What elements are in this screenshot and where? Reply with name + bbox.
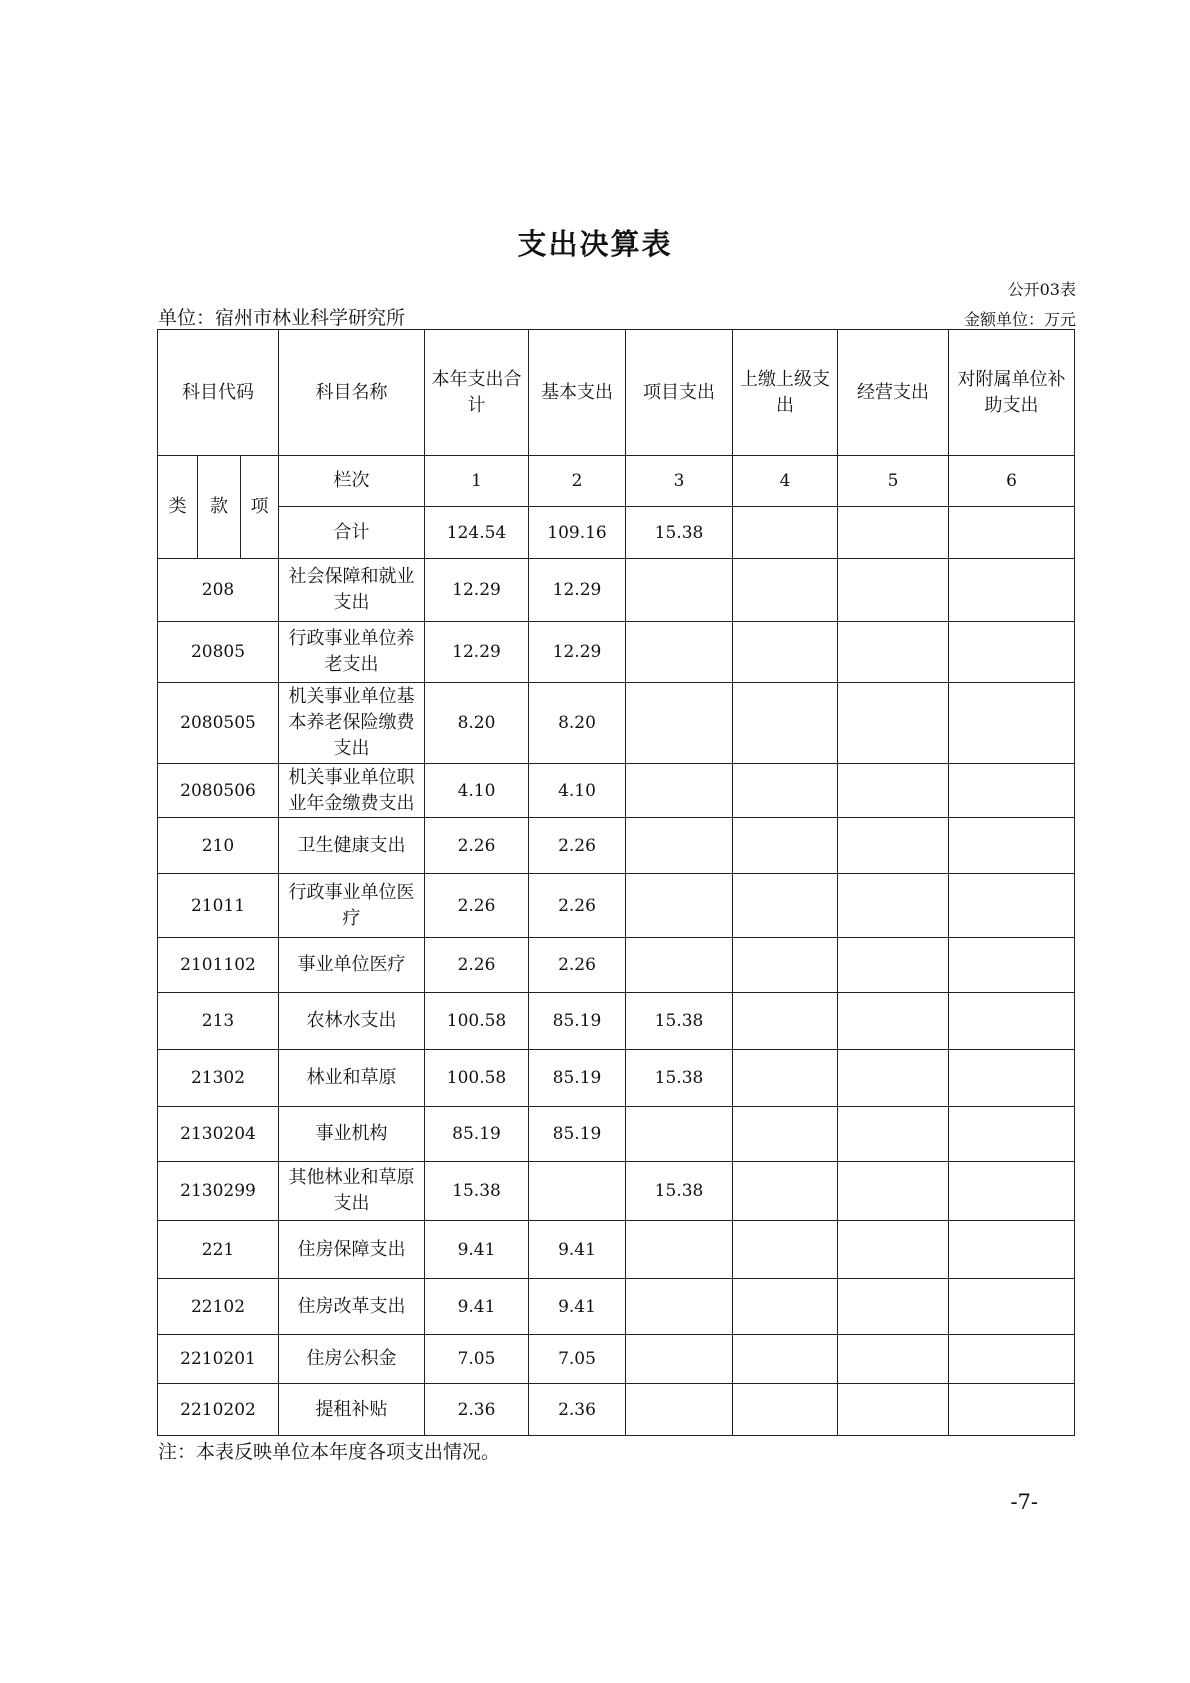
- summary-total: 124.54: [425, 507, 529, 559]
- row-business: [838, 818, 949, 874]
- row-upper: [733, 1221, 838, 1279]
- row-code: 2130204: [158, 1107, 279, 1162]
- column-index-1: 1: [425, 456, 529, 507]
- row-subsidy: [949, 1384, 1075, 1436]
- row-upper: [733, 559, 838, 622]
- page-title: 支出决算表: [517, 227, 673, 261]
- row-name: 行政事业单位医疗: [279, 874, 425, 938]
- table-row: [158, 1335, 1075, 1384]
- row-total: 12.29: [425, 622, 529, 683]
- unit-label: 单位：宿州市林业科学研究所: [158, 307, 406, 329]
- row-project: 15.38: [626, 1050, 733, 1107]
- row-upper: [733, 1335, 838, 1384]
- row-project: [626, 764, 733, 818]
- row-name: 提租补贴: [279, 1384, 425, 1436]
- table-row: [158, 993, 1075, 1050]
- row-basic: 2.26: [529, 938, 626, 993]
- row-project: [626, 874, 733, 938]
- row-basic: 85.19: [529, 993, 626, 1050]
- header-project: 项目支出: [626, 330, 733, 456]
- row-total: 9.41: [425, 1279, 529, 1335]
- row-project: [626, 938, 733, 993]
- row-total: 9.41: [425, 1221, 529, 1279]
- table-row: [158, 683, 1075, 764]
- row-subsidy: [949, 938, 1075, 993]
- row-business: [838, 1384, 949, 1436]
- header-lei: 类: [158, 456, 198, 559]
- row-code: 21302: [158, 1050, 279, 1107]
- row-business: [838, 874, 949, 938]
- row-subsidy: [949, 1221, 1075, 1279]
- header-row: [158, 330, 1075, 456]
- header-total: 本年支出合计: [425, 330, 529, 456]
- header-xiang: 项: [241, 456, 279, 559]
- header-code: 科目代码: [158, 330, 279, 456]
- row-project: [626, 1335, 733, 1384]
- header-kuan: 款: [198, 456, 241, 559]
- header-upper: 上缴上级支出: [733, 330, 838, 456]
- summary-business: [838, 507, 949, 559]
- row-name: 林业和草原: [279, 1050, 425, 1107]
- row-upper: [733, 1384, 838, 1436]
- table-row: [158, 559, 1075, 622]
- summary-subsidy: [949, 507, 1075, 559]
- row-name: 行政事业单位养老支出: [279, 622, 425, 683]
- row-total: 15.38: [425, 1162, 529, 1221]
- row-name: 农林水支出: [279, 993, 425, 1050]
- row-code: 20805: [158, 622, 279, 683]
- row-project: [626, 559, 733, 622]
- row-upper: [733, 938, 838, 993]
- row-upper: [733, 874, 838, 938]
- header-name: 科目名称: [279, 330, 425, 456]
- row-code: 213: [158, 993, 279, 1050]
- row-business: [838, 1221, 949, 1279]
- row-name: 住房公积金: [279, 1335, 425, 1384]
- row-business: [838, 1335, 949, 1384]
- row-business: [838, 993, 949, 1050]
- column-index-6: 6: [949, 456, 1075, 507]
- table-row: [158, 818, 1075, 874]
- row-upper: [733, 1162, 838, 1221]
- row-subsidy: [949, 1050, 1075, 1107]
- row-subsidy: [949, 1162, 1075, 1221]
- page-number: -7-: [1010, 1490, 1038, 1514]
- money-unit-label: 金额单位：万元: [963, 310, 1076, 329]
- column-index-3: 3: [626, 456, 733, 507]
- table-row: [158, 622, 1075, 683]
- table-row: [158, 874, 1075, 938]
- row-project: [626, 622, 733, 683]
- row-basic: 85.19: [529, 1107, 626, 1162]
- row-basic: 9.41: [529, 1221, 626, 1279]
- row-business: [838, 1050, 949, 1107]
- row-business: [838, 1279, 949, 1335]
- row-name: 事业单位医疗: [279, 938, 425, 993]
- row-project: [626, 1384, 733, 1436]
- row-name: 机关事业单位职业年金缴费支出: [279, 764, 425, 818]
- row-subsidy: [949, 1279, 1075, 1335]
- row-code: 2080506: [158, 764, 279, 818]
- row-name: 事业机构: [279, 1107, 425, 1162]
- row-code: 2101102: [158, 938, 279, 993]
- table-row: [158, 1050, 1075, 1107]
- row-basic: 2.26: [529, 818, 626, 874]
- row-total: 2.36: [425, 1384, 529, 1436]
- row-total: 100.58: [425, 993, 529, 1050]
- table-row: [158, 1162, 1075, 1221]
- row-total: 2.26: [425, 818, 529, 874]
- row-project: 15.38: [626, 993, 733, 1050]
- row-project: 15.38: [626, 1162, 733, 1221]
- row-code: 2130299: [158, 1162, 279, 1221]
- row-total: 7.05: [425, 1335, 529, 1384]
- row-total: 12.29: [425, 559, 529, 622]
- table-row: [158, 938, 1075, 993]
- row-subsidy: [949, 1107, 1075, 1162]
- column-index-2: 2: [529, 456, 626, 507]
- table-row: [158, 1279, 1075, 1335]
- row-business: [838, 1162, 949, 1221]
- summary-label: 合计: [279, 507, 425, 559]
- column-index-4: 4: [733, 456, 838, 507]
- row-code: 22102: [158, 1279, 279, 1335]
- table-row: [158, 1221, 1075, 1279]
- row-upper: [733, 764, 838, 818]
- row-basic: 8.20: [529, 683, 626, 764]
- row-basic: 12.29: [529, 622, 626, 683]
- row-project: [626, 818, 733, 874]
- row-upper: [733, 1107, 838, 1162]
- row-upper: [733, 993, 838, 1050]
- column-index-5: 5: [838, 456, 949, 507]
- row-project: [626, 1279, 733, 1335]
- row-basic: 4.10: [529, 764, 626, 818]
- header-basic: 基本支出: [529, 330, 626, 456]
- expenditure-table: [157, 329, 1075, 1436]
- row-total: 4.10: [425, 764, 529, 818]
- header-business: 经营支出: [838, 330, 949, 456]
- row-project: [626, 1221, 733, 1279]
- row-business: [838, 683, 949, 764]
- row-upper: [733, 622, 838, 683]
- row-name: 住房改革支出: [279, 1279, 425, 1335]
- row-total: 8.20: [425, 683, 529, 764]
- table-row: [158, 1107, 1075, 1162]
- row-name: 其他林业和草原支出: [279, 1162, 425, 1221]
- row-basic: 85.19: [529, 1050, 626, 1107]
- column-index-row: [158, 456, 1075, 507]
- row-basic: 7.05: [529, 1335, 626, 1384]
- row-code: 21011: [158, 874, 279, 938]
- row-basic: 2.26: [529, 874, 626, 938]
- summary-project: 15.38: [626, 507, 733, 559]
- form-number: 公开03表: [1007, 280, 1076, 299]
- row-upper: [733, 818, 838, 874]
- row-business: [838, 559, 949, 622]
- summary-upper: [733, 507, 838, 559]
- row-upper: [733, 1279, 838, 1335]
- row-subsidy: [949, 622, 1075, 683]
- row-code: 2210202: [158, 1384, 279, 1436]
- row-code: 2080505: [158, 683, 279, 764]
- summary-row: [158, 507, 1075, 559]
- row-code: 210: [158, 818, 279, 874]
- row-total: 85.19: [425, 1107, 529, 1162]
- row-subsidy: [949, 683, 1075, 764]
- row-name: 住房保障支出: [279, 1221, 425, 1279]
- row-business: [838, 622, 949, 683]
- row-upper: [733, 1050, 838, 1107]
- row-project: [626, 1107, 733, 1162]
- row-basic: 9.41: [529, 1279, 626, 1335]
- row-name: 卫生健康支出: [279, 818, 425, 874]
- row-code: 2210201: [158, 1335, 279, 1384]
- row-subsidy: [949, 559, 1075, 622]
- row-project: [626, 683, 733, 764]
- row-code: 208: [158, 559, 279, 622]
- row-total: 100.58: [425, 1050, 529, 1107]
- row-basic: 12.29: [529, 559, 626, 622]
- row-name: 社会保障和就业支出: [279, 559, 425, 622]
- row-subsidy: [949, 1335, 1075, 1384]
- row-upper: [733, 683, 838, 764]
- row-total: 2.26: [425, 938, 529, 993]
- row-subsidy: [949, 764, 1075, 818]
- column-index-label: 栏次: [279, 456, 425, 507]
- row-subsidy: [949, 818, 1075, 874]
- table-note: 注：本表反映单位本年度各项支出情况。: [158, 1441, 501, 1463]
- header-subsidy: 对附属单位补助支出: [949, 330, 1075, 456]
- row-business: [838, 1107, 949, 1162]
- row-subsidy: [949, 874, 1075, 938]
- row-name: 机关事业单位基本养老保险缴费支出: [279, 683, 425, 764]
- row-business: [838, 764, 949, 818]
- row-basic: 2.36: [529, 1384, 626, 1436]
- row-total: 2.26: [425, 874, 529, 938]
- row-subsidy: [949, 993, 1075, 1050]
- row-code: 221: [158, 1221, 279, 1279]
- summary-basic: 109.16: [529, 507, 626, 559]
- table-row: [158, 1384, 1075, 1436]
- row-business: [838, 938, 949, 993]
- row-basic: [529, 1162, 626, 1221]
- table-row: [158, 764, 1075, 818]
